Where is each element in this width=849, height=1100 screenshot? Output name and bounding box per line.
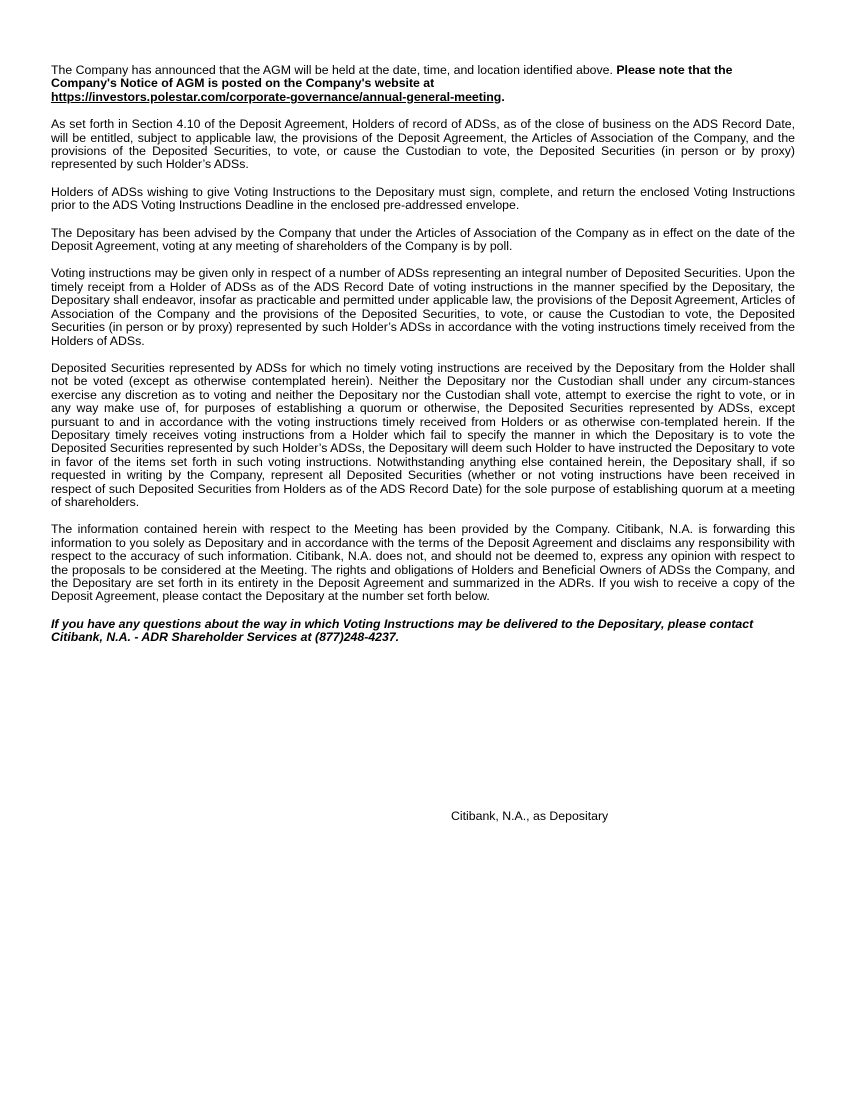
agm-notice-bold-text: Please note that the Company's Notice of AGM is posted on the Company's website at — [51, 63, 733, 91]
information-disclaimer-paragraph: The information contained herein with respect to the Meeting has been provided by the Company. Citibank, N.A. is forwarding this information to you solely as Depositary and in accordance with the terms of the Deposit Agreement and disclaims any responsibility with respect to the accuracy of such information. Citibank, N.A. does not, and should not be deemed to, express any opinion with respect to the proposals to be considered at the Meeting. The rights and obligations of Holders and Beneficial Owners of ADSs the Company, and the Depositary are set forth in its entirety in the Deposit Agreement and summarized in the ADRs. If you wish to receive a copy of the Deposit Agreement, please contact the Depositary at the number set forth below. — [51, 522, 795, 604]
agm-announcement-paragraph — [51, 64, 795, 104]
no-instructions-paragraph: Deposited Securities represented by ADSs for which no timely voting instructions are received by the Depositary from the Holder shall not be voted (except as otherwise contemplated herein). Neither the Depositary nor the Custodian shall under any circum-stances exercise any discretion as to voting and neither the Depositary nor the Custodian shall vote, attempt to exercise the right to vote, or in any way make use of, for purposes of establishing a quorum or otherwise, the Deposited Securities represented by ADSs, except pursuant to and in accordance with the voting instructions timely received from Holders or as otherwise con-templated herein. If the Depositary timely receives voting instructions from a Holder which fail to specify the manner in which the Depositary is to vote the Deposited Securities represented by such Holder’s ADSs, the Depositary will deem such Holder to have instructed the Depositary to vote in favor of the items set forth in such voting instructions. Notwithstanding anything else contained herein, the Depositary shall, if so requested in writing by the Company, represent all Deposited Securities (whether or not voting instructions have been received in respect of such Deposited Securities from Holders as of the ADS Record Date) for the sole purpose of establishing quorum at a meeting of shareholders. — [51, 360, 795, 509]
agm-announcement-text: The Company has announced that the AGM will be held at the date, time, and location identified above. — [51, 63, 617, 77]
agm-notice-link[interactable]: https://investors.polestar.com/corporate-governance/annual-general-meeting — [51, 89, 502, 104]
integral-number-paragraph: Voting instructions may be given only in respect of a number of ADSs representing an integral number of Deposited Securities. Upon the timely receipt from a Holder of ADSs as of the ADS Record Date of voting instructions in the manner specified by the Depositary, the Depositary shall endeavor, insofar as practicable and permitted under applicable law, the provisions of the Deposit Agreement, Articles of Association of the Company and the provisions of the Deposited Securities, to vote, or cause the Custodian to vote, the Deposited Securities (in person or by proxy) represented by such Holder’s ADSs in accordance with the voting instructions timely received from the Holders of ADSs. — [51, 266, 795, 348]
depositary-signature: Citibank, N.A., as Depositary — [451, 809, 609, 823]
voting-instructions-paragraph: Holders of ADSs wishing to give Voting Instructions to the Depositary must sign, complete, and return the enclosed Voting Instructions prior to the ADS Voting Instructions Deadline in the enclosed pre-addressed envelope. — [51, 184, 795, 213]
agm-notice-link-suffix: . — [501, 89, 505, 104]
notice-document — [51, 64, 795, 645]
contact-information: If you have any questions about the way in which Voting Instructions may be delivered to the Depositary, please contact Citibank, N.A. - ADR Shareholder Services at (877)248-4237. — [51, 616, 754, 645]
entitlement-paragraph: As set forth in Section 4.10 of the Deposit Agreement, Holders of record of ADSs, as of the close of business on the ADS Record Date, will be entitled, subject to applicable law, the provisions of the Deposit Agreement, the Articles of Association of the Company, and the provisions of the Deposited Securities, to vote, or cause the Custodian to vote, the Deposited Securities (in person or by proxy) represented by such Holder’s ADSs. — [51, 117, 795, 172]
poll-paragraph: The Depositary has been advised by the Company that under the Articles of Association of the Company as in effect on the date of the Deposit Agreement, voting at any meeting of shareholders of the Company is by poll. — [51, 225, 795, 254]
